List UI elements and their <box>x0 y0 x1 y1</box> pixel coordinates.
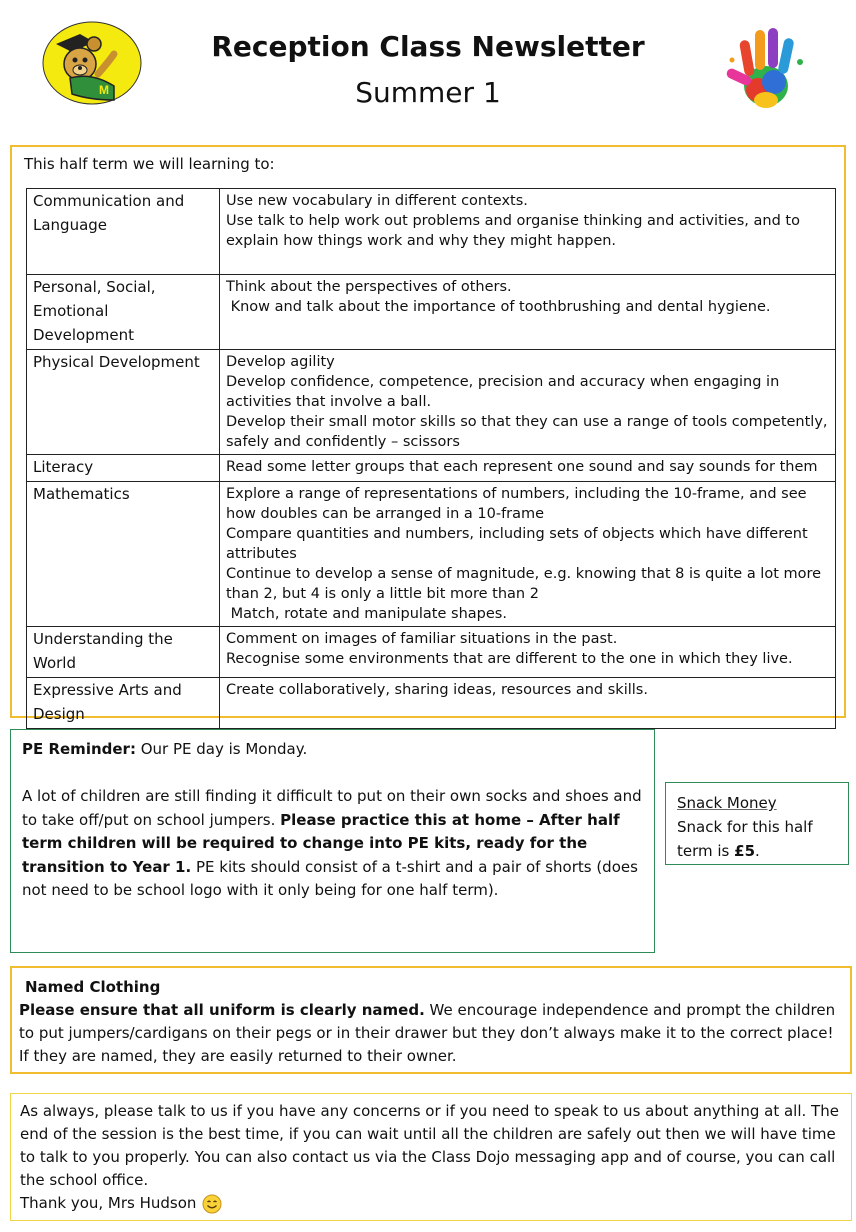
learning-goal: Comment on images of familiar situations in the past. <box>226 631 618 647</box>
signoff-text: Thank you, Mrs Hudson <box>20 1194 197 1212</box>
learning-goal: Use new vocabulary in different contexts. <box>226 193 528 209</box>
learning-intro: This half term we will learning to: <box>24 155 275 173</box>
named-clothing-bold: Please ensure that all uniform is clearly named. <box>19 1001 425 1019</box>
table-row <box>27 350 836 455</box>
snack-money-box <box>665 782 849 865</box>
learning-goal: Compare quantities and numbers, including sets of objects which have different attributes <box>226 526 813 562</box>
logo-badge-letter: M <box>99 83 109 97</box>
smiling-face-icon <box>202 1194 222 1214</box>
table-row <box>27 627 836 678</box>
pe-para-start: A lot of children are still finding it difficult to put on their own socks and shoes and to take off/put on school jumpers. <box>22 787 642 829</box>
pe-day-line <box>22 738 644 762</box>
pe-para-end: PE kits should consist of a t-shirt and a pair of shorts (does not need to be school logo with it only being for one half term). <box>22 857 638 899</box>
table-row <box>27 678 836 729</box>
table-row <box>27 189 836 275</box>
table-row <box>27 275 836 350</box>
learning-goals-cell <box>220 678 836 729</box>
snack-text: Snack for this half term is <box>677 818 813 860</box>
learning-goal: Recognise some environments that are different to the one in which they live. <box>226 651 793 667</box>
learning-area-cell: Expressive Arts and Design <box>27 678 220 729</box>
learning-area-cell: Literacy <box>27 455 220 482</box>
learning-goal: Develop confidence, competence, precision and accuracy when engaging in activities that involve a ball. <box>226 374 784 410</box>
closing-box <box>10 1093 852 1221</box>
learning-goal: Develop their small motor skills so that they can use a range of tools competently, safely and confidently – scissors <box>226 414 833 450</box>
learning-goals-cell <box>220 189 836 275</box>
named-clothing-heading: Named Clothing <box>25 978 161 996</box>
named-clothing-box <box>10 966 852 1074</box>
learning-goals-cell <box>220 275 836 350</box>
learning-goals-cell <box>220 482 836 627</box>
newsletter-title: Reception Class Newsletter <box>211 30 645 63</box>
pe-reminder-box <box>10 729 655 953</box>
named-clothing-text: We encourage independence and prompt the children to put jumpers/cardigans on their pegs or in their drawer but they don’t always make it to the correct place! If they are named, they are easily returned to their owner. <box>19 1001 836 1065</box>
learning-area-cell: Understanding the World <box>27 627 220 678</box>
snack-text-line <box>677 815 838 863</box>
learning-goal: Develop agility <box>226 354 335 370</box>
learning-goals-cell <box>220 627 836 678</box>
learning-area-cell: Physical Development <box>27 350 220 455</box>
closing-text: As always, please talk to us if you have any concerns or if you need to speak to us about anything at all. The end of the session is the best time, if you can wait until all the children are safely out then we will have time to talk to you properly. You can also contact us via the Class Dojo messaging app and of course, you can call the school office. <box>20 1102 839 1189</box>
curriculum-table <box>26 188 836 729</box>
learning-area-cell: Communication and Language <box>27 189 220 275</box>
learning-goals-cell <box>220 455 836 482</box>
learning-goals-cell <box>220 350 836 455</box>
snack-end: . <box>755 842 760 860</box>
pe-heading: PE Reminder: <box>22 740 136 758</box>
learning-goal: Use talk to help work out problems and organise thinking and activities, and to explain how things work and why they might happen. <box>226 213 805 249</box>
snack-amount: £5 <box>734 842 756 860</box>
curriculum-table-body <box>27 189 836 729</box>
snack-heading: Snack Money <box>677 794 777 812</box>
learning-goal: Know and talk about the importance of toothbrushing and dental hygiene. <box>226 299 771 315</box>
pe-day-text: Our PE day is Monday. <box>135 740 308 758</box>
signoff-line <box>20 1192 843 1215</box>
pe-paragraph <box>22 785 644 903</box>
learning-area-cell: Mathematics <box>27 482 220 627</box>
learning-goal: Explore a range of representations of numbers, including the 10-frame, and see how doubles can be arranged in a 10-frame <box>226 486 812 522</box>
learning-goal: Continue to develop a sense of magnitude, e.g. knowing that 8 is quite a lot more than 2, but 4 is only a little bit more than 2 <box>226 566 826 602</box>
learning-area-cell: Personal, Social, Emotional Development <box>27 275 220 350</box>
learning-goal: Think about the perspectives of others. <box>226 279 512 295</box>
learning-goal: Match, rotate and manipulate shapes. <box>226 606 507 622</box>
learning-goal: Create collaboratively, sharing ideas, resources and skills. <box>226 682 648 698</box>
learning-section <box>10 145 846 723</box>
table-row <box>27 455 836 482</box>
table-row <box>27 482 836 627</box>
pe-para-bold: Please practice this at home – After half term children will be required to change into PE kits, ready for the transition to Year 1. <box>22 810 620 876</box>
term-subtitle: Summer 1 <box>355 76 501 109</box>
learning-goal: Read some letter groups that each represent one sound and say sounds for them <box>226 459 818 475</box>
named-clothing-paragraph <box>19 999 842 1068</box>
